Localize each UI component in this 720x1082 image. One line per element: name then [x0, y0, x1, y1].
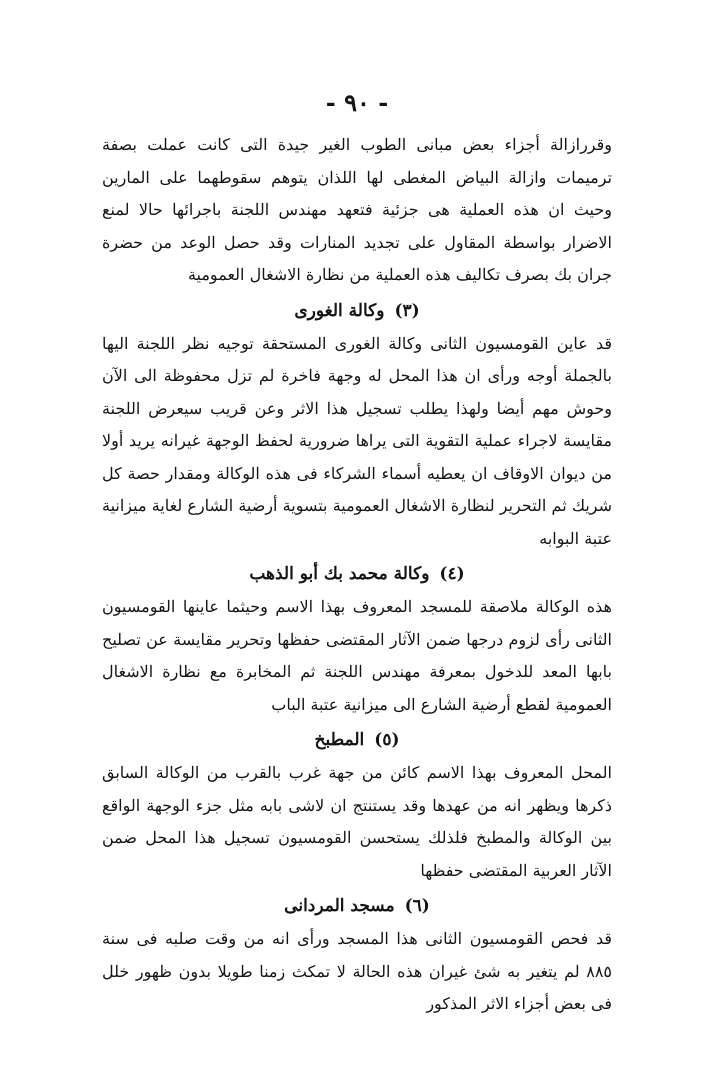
section-heading-matbakh [102, 723, 612, 757]
intro-paragraph: وقررازالة أجزاء بعض مبانى الطوب الغير جيدة التى كانت عملت بصفة ترميمات وازالة البياض المغطى لها اللذان يتوهم سقوطهما على المارين وحيث ان هذه العملية هى جزئية فتعهد مهندس اللجنة باجرائها حالا لمنع الاضرار بواسطة المقاول على تجديد المنارات وقد حصل الوعد من حضرة جران بك بصرف تكاليف هذه العملية من نظارة الاشغال العمومية [102, 135, 612, 284]
section-heading-ghouri [102, 294, 612, 328]
section-number: (٤) [439, 564, 465, 584]
section-body-mardani: قد فحص القومسيون الثانى هذا المسجد ورأى انه من وقت صلبه فى سنة ٨٨٥ لم يتغير به شئ غيران هذه الحالة لا تمكث زمنا طويلا بدون ظهور خلل فى بعض أجزاء الاثر المذكور [102, 929, 612, 1013]
section-number: (٦) [404, 896, 430, 916]
section-title: المطبخ [314, 730, 365, 750]
section-body-abu-dahab: هذه الوكالة ملاصقة للمسجد المعروف بهذا الاسم وحيثما عاينها القومسيون الثانى رأى لزوم درجها ضمن الآثار المقتضى حفظها وتحرير مقايسة عن تصليح بابها المعد للدخول بمعرفة مهندس اللجنة ثم المخابرة مع نظارة الاشغال العمومية لقطع أرضية الشارع الى ميزانية عتبة الباب [102, 597, 612, 714]
section-body-matbakh: المحل المعروف بهذا الاسم كائن من جهة غرب بالقرب من الوكالة السابق ذكرها ويظهر انه من عهدها وقد يستنتج ان لاشى بابه مثل جزء الوجهة الواقع بين الوكالة والمطبخ فلذلك يستحسن القومسيون تسجيل هذا المحل ضمن الآثار العربية المقتضى حفظها [102, 763, 613, 880]
section-heading-abu-dahab [102, 557, 612, 591]
section-title: مسجد المردانى [284, 896, 395, 916]
section-title: وكالة الغورى [294, 300, 385, 321]
section-body-ghouri: قد عاين القومسيون الثانى وكالة الغورى المستحقة توجيه نظر اللجنة اليها بالجملة أوجه ورأى ان هذا المحل له وجهة فاخرة لم تزل محفوظة الى الآن وحوش مهم أيضا ولهذا يطلب تسجيل هذا الاثر وعن قريب سيعرض اللجنة مقايسة لاجراء عملية التقوية التى يراها ضرورية لحفظ الوجهة غيرانه يريد أولا من ديوان الاوقاف ان يعطيه أسماء الشركاء فى هذه الوكالة ومقدار حصة كل شريك ثم التحرير لنظارة الاشغال العمومية بتسوية أرضية الشارع لغاية ميزانية عتبة البوابه [102, 333, 612, 548]
page-number: - ٩٠ - [325, 88, 389, 117]
section-title: وكالة محمد بك أبو الذهب [249, 564, 430, 584]
section-number: (٥) [374, 730, 400, 750]
section-heading-mardani [102, 889, 612, 923]
section-number: (٣) [394, 300, 420, 321]
